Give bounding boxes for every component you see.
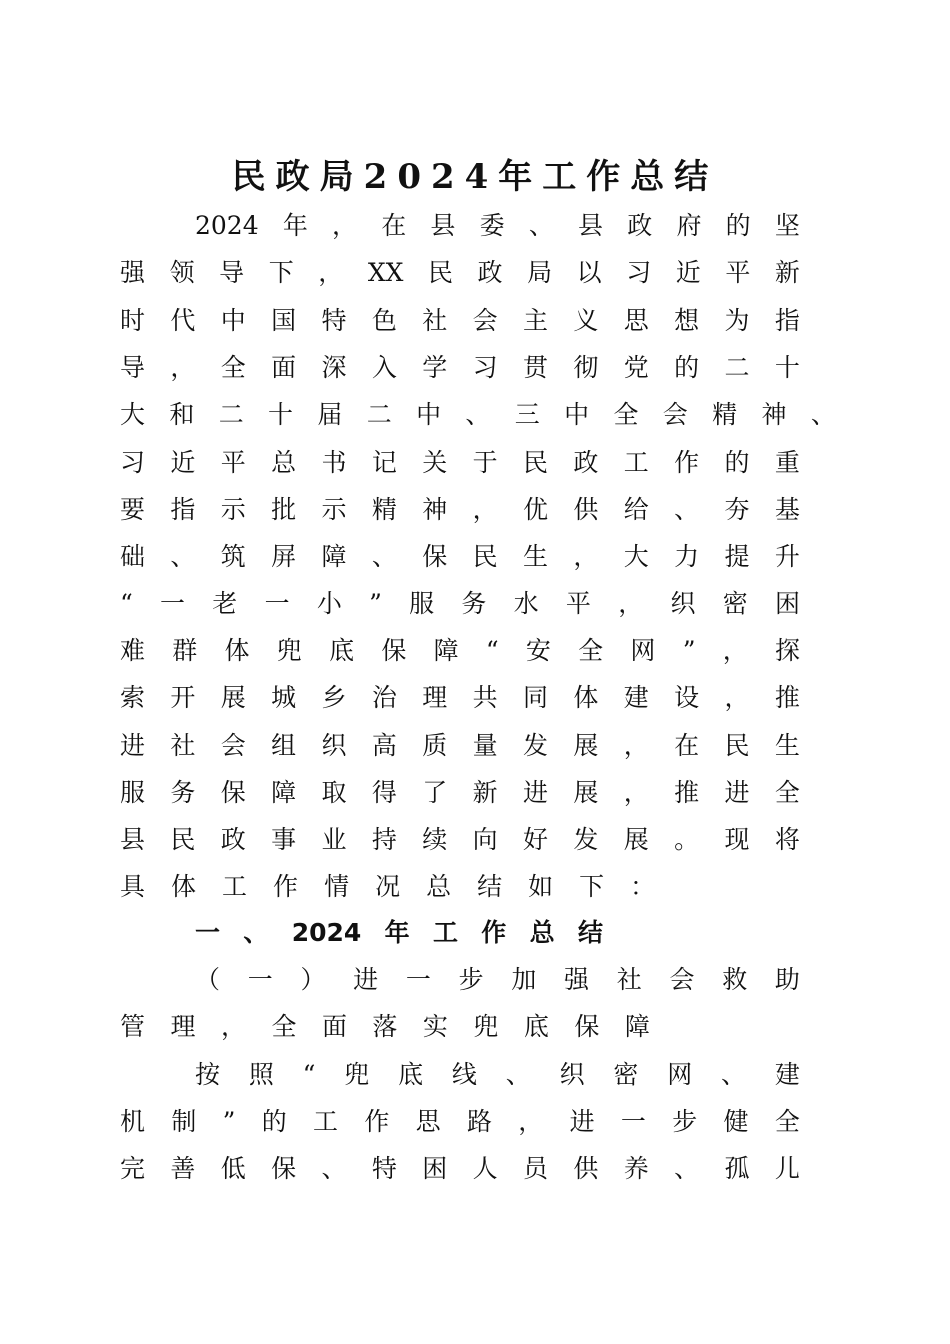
glyph: 生 [523, 542, 549, 571]
glyph: 会 [220, 731, 246, 760]
glyph: 总 [426, 872, 452, 901]
glyph: 进 [569, 1107, 595, 1136]
glyph: 党 [623, 353, 649, 382]
glyph: 、 [528, 211, 554, 240]
glyph: ： [630, 872, 656, 901]
glyph: 机 [120, 1107, 146, 1136]
glyph: ， [623, 731, 649, 760]
glyph: 全 [578, 636, 604, 665]
glyph: 如 [528, 872, 554, 901]
glyph: 结 [477, 872, 503, 901]
glyph: 局 [527, 258, 553, 287]
glyph: 救 [722, 965, 748, 994]
text-line [120, 872, 800, 902]
glyph: 按 [195, 1060, 221, 1089]
glyph: 现 [724, 825, 750, 854]
glyph: 习 [120, 448, 146, 477]
glyph: 安 [525, 636, 551, 665]
glyph: 近 [675, 258, 701, 287]
glyph: 工 [222, 872, 248, 901]
glyph: 面 [321, 1012, 347, 1041]
glyph: 供 [573, 1154, 599, 1183]
glyph: 、 [721, 1060, 747, 1089]
glyph: 县 [120, 825, 146, 854]
glyph: 孤 [724, 1154, 750, 1183]
glyph: 质 [422, 731, 448, 760]
section-heading [195, 918, 603, 948]
glyph: 发 [523, 731, 549, 760]
glyph: 社 [616, 965, 642, 994]
glyph: 思 [415, 1107, 441, 1136]
glyph: 思 [623, 306, 649, 335]
glyph: 同 [523, 683, 549, 712]
text-line [120, 683, 800, 713]
glyph: 政 [627, 211, 653, 240]
text-line [120, 258, 800, 288]
glyph: 十 [268, 400, 294, 429]
glyph: 健 [723, 1107, 749, 1136]
glyph: 探 [774, 636, 800, 665]
glyph: 平 [220, 448, 246, 477]
glyph: 密 [722, 589, 748, 618]
glyph: 新 [774, 258, 800, 287]
glyph: 展 [573, 778, 599, 807]
glyph: 批 [271, 495, 297, 524]
glyph: 制 [171, 1107, 197, 1136]
glyph: 一 [264, 589, 290, 618]
text-line [120, 636, 800, 666]
glyph: 困 [422, 1154, 448, 1183]
glyph: 。 [674, 825, 700, 854]
glyph: 兜 [344, 1060, 370, 1089]
text-line [120, 1154, 800, 1184]
glyph: 届 [317, 400, 343, 429]
glyph: 三 [514, 400, 540, 429]
glyph: 作 [674, 448, 700, 477]
glyph: 、 [321, 1154, 347, 1183]
glyph: 落 [372, 1012, 398, 1041]
glyph: 以 [576, 258, 602, 287]
glyph: 好 [523, 825, 549, 854]
glyph: 老 [212, 589, 238, 618]
glyph: ， [318, 258, 344, 287]
glyph: 2024 [291, 918, 362, 947]
glyph: 大 [623, 542, 649, 571]
glyph: 一 [247, 965, 273, 994]
glyph: 障 [433, 636, 459, 665]
glyph: ， [618, 589, 644, 618]
glyph: 会 [472, 306, 498, 335]
glyph: 况 [375, 872, 401, 901]
glyph: 2024 [195, 211, 259, 240]
glyph: 大 [120, 400, 146, 429]
text-line [120, 448, 800, 478]
glyph: 进 [724, 778, 750, 807]
glyph: 关 [422, 448, 448, 477]
glyph: 组 [271, 731, 297, 760]
glyph: 治 [371, 683, 397, 712]
glyph: 筑 [220, 542, 246, 571]
glyph: 十 [774, 353, 800, 382]
glyph: 困 [774, 589, 800, 618]
glyph: 贯 [523, 353, 549, 382]
text-line [120, 589, 800, 619]
glyph: 体 [224, 636, 250, 665]
text-line [120, 778, 800, 808]
glyph: 会 [669, 965, 695, 994]
glyph: 儿 [774, 1154, 800, 1183]
glyph: 要 [120, 495, 146, 524]
text-line [120, 1107, 800, 1137]
glyph: 优 [523, 495, 549, 524]
glyph: 索 [120, 683, 146, 712]
glyph: 、 [371, 542, 397, 571]
subsection-heading-continued [120, 1012, 650, 1042]
glyph: 体 [573, 683, 599, 712]
glyph: 助 [774, 965, 800, 994]
glyph: 障 [321, 542, 347, 571]
glyph: 线 [451, 1060, 477, 1089]
glyph: 政 [220, 825, 246, 854]
glyph: 特 [321, 306, 347, 335]
glyph: 二 [366, 400, 392, 429]
glyph: 结 [577, 918, 603, 947]
glyph: 高 [371, 731, 397, 760]
glyph: 民 [170, 825, 196, 854]
glyph: 民 [472, 542, 498, 571]
glyph: 神 [761, 400, 787, 429]
glyph: 总 [529, 918, 555, 947]
glyph: 面 [271, 353, 297, 382]
glyph: 坚 [774, 211, 800, 240]
glyph: 织 [321, 731, 347, 760]
glyph: 特 [371, 1154, 397, 1183]
glyph: 织 [559, 1060, 585, 1089]
glyph: 具 [120, 872, 146, 901]
glyph: 服 [120, 778, 146, 807]
glyph: 给 [623, 495, 649, 524]
glyph: 、 [674, 1154, 700, 1183]
glyph: 力 [674, 542, 700, 571]
glyph: 习 [472, 353, 498, 382]
glyph: 养 [623, 1154, 649, 1183]
glyph: 神 [422, 495, 448, 524]
glyph: 进 [120, 731, 146, 760]
glyph: 务 [170, 778, 196, 807]
glyph: 展 [220, 683, 246, 712]
glyph: 时 [120, 306, 146, 335]
document-title: 民政局2024年工作总结 [231, 157, 719, 197]
glyph: 底 [523, 1012, 549, 1041]
glyph: ， [472, 495, 498, 524]
glyph: 兜 [473, 1012, 499, 1041]
glyph: 精 [371, 495, 397, 524]
glyph: 义 [573, 306, 599, 335]
glyph: ， [220, 1012, 246, 1041]
glyph: 、 [674, 495, 700, 524]
glyph: 的 [724, 448, 750, 477]
glyph: 建 [623, 683, 649, 712]
glyph: 础 [120, 542, 146, 571]
text-line [195, 1060, 800, 1090]
glyph: 作 [481, 918, 507, 947]
glyph: 底 [398, 1060, 424, 1089]
glyph: 升 [774, 542, 800, 571]
glyph: 全 [774, 778, 800, 807]
glyph: ” [682, 636, 696, 665]
glyph: 取 [321, 778, 347, 807]
text-line [120, 542, 800, 572]
glyph: ， [724, 683, 750, 712]
glyph: 保 [381, 636, 407, 665]
glyph: 推 [674, 778, 700, 807]
glyph: 政 [477, 258, 503, 287]
glyph: 保 [271, 1154, 297, 1183]
glyph: 中 [416, 400, 442, 429]
glyph: 得 [371, 778, 397, 807]
glyph: 底 [329, 636, 355, 665]
glyph: 基 [774, 495, 800, 524]
glyph: 向 [472, 825, 498, 854]
glyph: 二 [218, 400, 244, 429]
glyph: 民 [724, 731, 750, 760]
glyph: 社 [422, 306, 448, 335]
glyph: ， [332, 211, 358, 240]
glyph: 务 [461, 589, 487, 618]
glyph: 服 [409, 589, 435, 618]
glyph: 、 [465, 400, 491, 429]
glyph: 入 [371, 353, 397, 382]
glyph: 作 [364, 1107, 390, 1136]
glyph: ， [518, 1107, 544, 1136]
glyph: 委 [479, 211, 505, 240]
glyph: 人 [472, 1154, 498, 1183]
glyph: 保 [574, 1012, 600, 1041]
glyph: 理 [422, 683, 448, 712]
glyph: 水 [513, 589, 539, 618]
glyph: 想 [674, 306, 700, 335]
glyph: ” [222, 1107, 236, 1136]
glyph: 下 [579, 872, 605, 901]
text-line [120, 825, 800, 855]
glyph: 进 [523, 778, 549, 807]
glyph: 提 [724, 542, 750, 571]
glyph: 小 [316, 589, 342, 618]
glyph: 路 [466, 1107, 492, 1136]
glyph: 乡 [321, 683, 347, 712]
glyph: 量 [472, 731, 498, 760]
glyph: 导 [120, 353, 146, 382]
glyph: 平 [565, 589, 591, 618]
glyph: 完 [120, 1154, 146, 1183]
glyph: 色 [371, 306, 397, 335]
glyph: 照 [248, 1060, 274, 1089]
glyph: 网 [667, 1060, 693, 1089]
glyph: ， [722, 636, 748, 665]
glyph: 中 [564, 400, 590, 429]
glyph: 保 [422, 542, 448, 571]
glyph: 国 [271, 306, 297, 335]
glyph: 于 [472, 448, 498, 477]
glyph: 在 [674, 731, 700, 760]
glyph: 体 [171, 872, 197, 901]
glyph: 全 [271, 1012, 297, 1041]
glyph: 作 [273, 872, 299, 901]
glyph: 的 [725, 211, 751, 240]
glyph: 设 [674, 683, 700, 712]
glyph: 主 [523, 306, 549, 335]
glyph: 步 [458, 965, 484, 994]
glyph: ） [300, 965, 326, 994]
glyph: 低 [220, 1154, 246, 1183]
text-line [120, 353, 800, 383]
glyph: 书 [321, 448, 347, 477]
glyph: 重 [774, 448, 800, 477]
glyph: 展 [623, 825, 649, 854]
glyph: 和 [169, 400, 195, 429]
glyph: 府 [676, 211, 702, 240]
glyph: 实 [422, 1012, 448, 1041]
glyph: ” [369, 589, 382, 618]
glyph: 进 [353, 965, 379, 994]
glyph: 加 [511, 965, 537, 994]
glyph: ， [573, 542, 599, 571]
glyph: 业 [321, 825, 347, 854]
glyph: 供 [573, 495, 599, 524]
glyph: 网 [630, 636, 656, 665]
glyph: 记 [371, 448, 397, 477]
glyph: 县 [578, 211, 604, 240]
text-line [195, 211, 800, 241]
glyph: “ [302, 1060, 316, 1089]
glyph: 、 [810, 400, 836, 429]
glyph: 彻 [573, 353, 599, 382]
glyph: 一 [195, 918, 221, 947]
glyph: 下 [268, 258, 294, 287]
glyph: 为 [724, 306, 750, 335]
glyph: 情 [324, 872, 350, 901]
glyph: 生 [774, 731, 800, 760]
glyph: 保 [220, 778, 246, 807]
glyph: 展 [573, 731, 599, 760]
glyph: 强 [564, 965, 590, 994]
glyph: 一 [620, 1107, 646, 1136]
glyph: 一 [405, 965, 431, 994]
glyph: 群 [172, 636, 198, 665]
glyph: 示 [220, 495, 246, 524]
glyph: 平 [725, 258, 751, 287]
glyph: 共 [472, 683, 498, 712]
glyph: 一 [160, 589, 186, 618]
glyph: 会 [662, 400, 688, 429]
glyph: 学 [422, 353, 448, 382]
glyph: 兜 [276, 636, 302, 665]
glyph: 代 [170, 306, 196, 335]
glyph: 社 [170, 731, 196, 760]
glyph: 推 [774, 683, 800, 712]
glyph: 全 [613, 400, 639, 429]
glyph: 善 [170, 1154, 196, 1183]
text-line [120, 495, 800, 525]
glyph: 领 [169, 258, 195, 287]
glyph: 县 [430, 211, 456, 240]
glyph: 、 [170, 542, 196, 571]
text-line [120, 306, 800, 336]
glyph: 障 [271, 778, 297, 807]
glyph: 步 [672, 1107, 698, 1136]
glyph: 近 [170, 448, 196, 477]
subsection-heading [195, 965, 800, 995]
glyph: 事 [271, 825, 297, 854]
glyph: 示 [321, 495, 347, 524]
glyph: 管 [120, 1012, 146, 1041]
glyph: 夯 [724, 495, 750, 524]
glyph: 精 [712, 400, 738, 429]
glyph: 全 [220, 353, 246, 382]
glyph: “ [120, 589, 133, 618]
glyph: 指 [774, 306, 800, 335]
glyph: XX [367, 258, 404, 287]
glyph: 了 [422, 778, 448, 807]
glyph: 工 [623, 448, 649, 477]
glyph: “ [485, 636, 499, 665]
glyph: 持 [371, 825, 397, 854]
glyph: 全 [774, 1107, 800, 1136]
glyph: 障 [624, 1012, 650, 1041]
glyph: 续 [422, 825, 448, 854]
glyph: 建 [774, 1060, 800, 1089]
glyph: 在 [381, 211, 407, 240]
glyph: 政 [573, 448, 599, 477]
glyph: 二 [724, 353, 750, 382]
glyph: 发 [573, 825, 599, 854]
glyph: ， [623, 778, 649, 807]
glyph: 深 [321, 353, 347, 382]
glyph: 开 [170, 683, 196, 712]
glyph: 工 [313, 1107, 339, 1136]
glyph: 密 [613, 1060, 639, 1089]
glyph: 、 [243, 918, 269, 947]
glyph: 强 [120, 258, 146, 287]
glyph: ， [170, 353, 196, 382]
glyph: 中 [220, 306, 246, 335]
text-line [120, 731, 800, 761]
glyph: 员 [523, 1154, 549, 1183]
glyph: 的 [261, 1107, 287, 1136]
glyph: 难 [120, 636, 146, 665]
glyph: 年 [282, 211, 308, 240]
glyph: 习 [626, 258, 652, 287]
glyph: （ [195, 965, 221, 994]
glyph: 总 [271, 448, 297, 477]
glyph: 工 [432, 918, 458, 947]
glyph: 民 [523, 448, 549, 477]
glyph: 民 [427, 258, 453, 287]
glyph: 屏 [271, 542, 297, 571]
glyph: 理 [170, 1012, 196, 1041]
glyph: 导 [219, 258, 245, 287]
glyph: 指 [170, 495, 196, 524]
glyph: 新 [472, 778, 498, 807]
glyph: 、 [505, 1060, 531, 1089]
glyph: 织 [670, 589, 696, 618]
glyph: 年 [384, 918, 410, 947]
text-line [120, 400, 836, 430]
glyph: 将 [774, 825, 800, 854]
glyph: 城 [271, 683, 297, 712]
glyph: 的 [674, 353, 700, 382]
